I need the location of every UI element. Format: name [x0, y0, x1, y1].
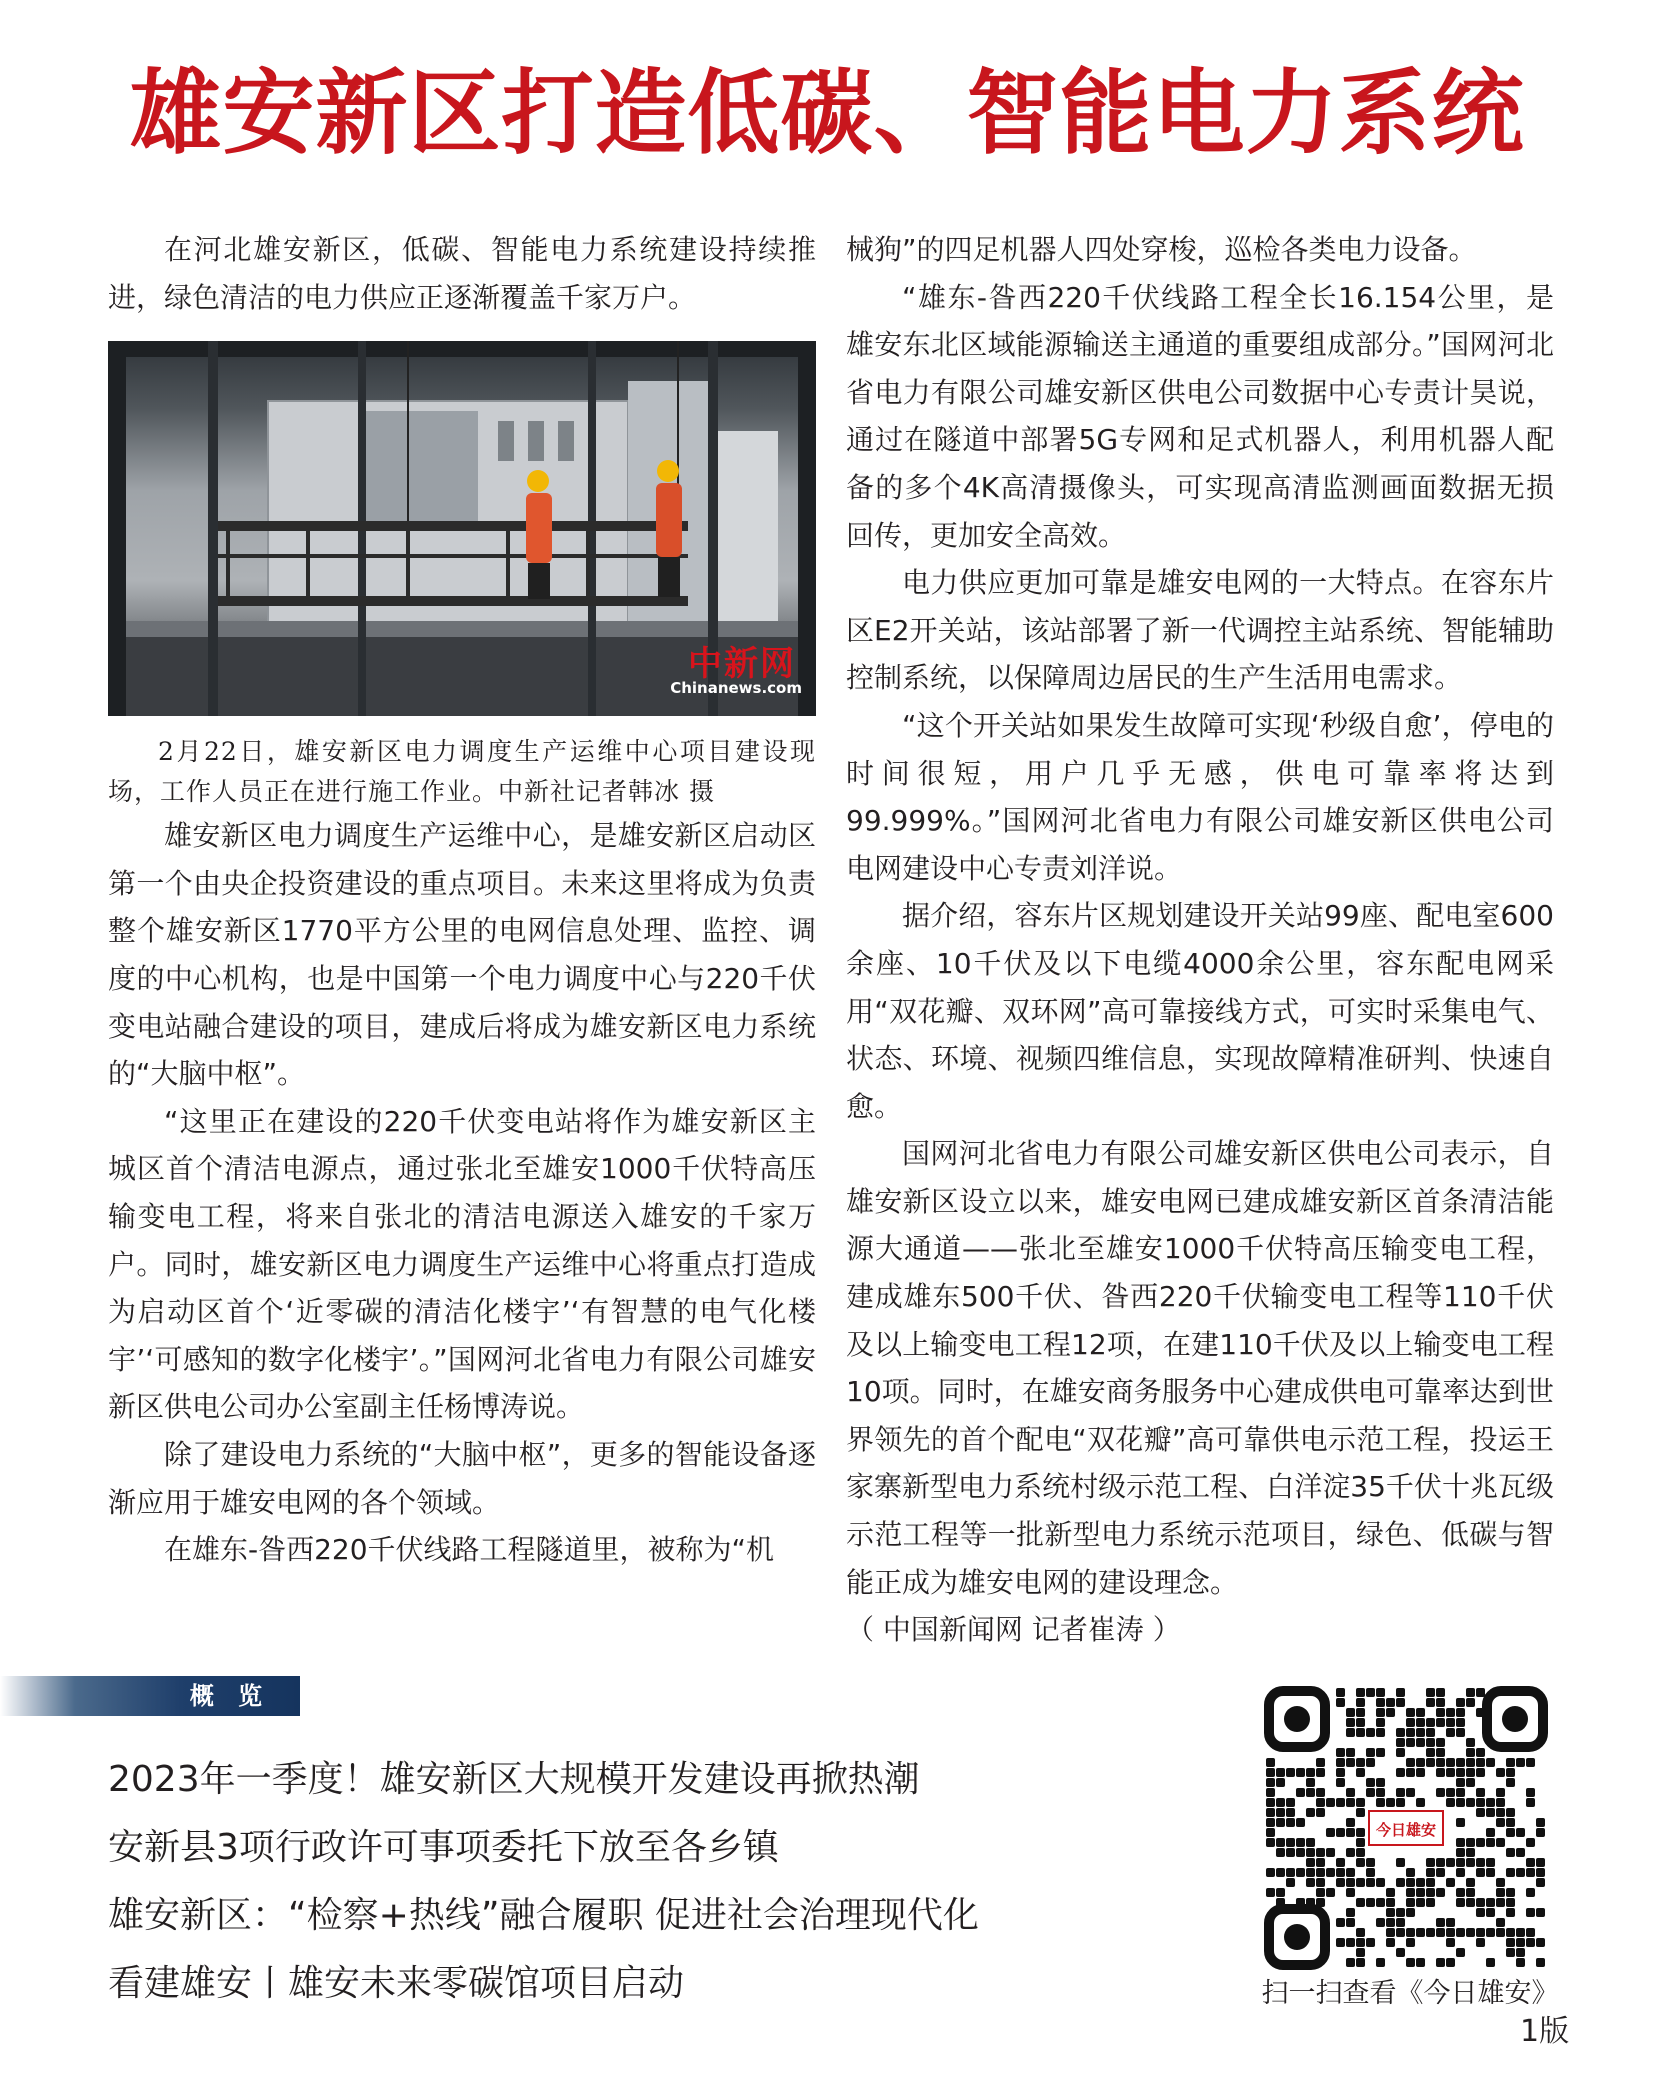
article-paragraph: “雄东-昝西220千伏线路工程全长16.154公里，是雄安东北区域能源输送主通道的重要组成部分。”国网河北省电力有限公司雄安新区供电公司数据中心专责计昊说，通过在隧道中部署5G专网和足式机器人，利用机器人配备的多个4K高清摄像头，可实现高清监测画面数据无损回传，更加安全高效。: [846, 280, 1554, 552]
article-paragraph: 雄安新区电力调度生产运维中心，是雄安新区启动区第一个由央企投资建设的重点项目。未来这里将成为负责整个雄安新区1770平方公里的电网信息处理、监控、调度的中心机构，也是中国第一个电力调度中心与220千伏变电站融合建设的项目，建成后将成为雄安新区电力系统的“大脑中枢”。: [108, 819, 816, 1091]
article-paragraph: 据介绍，容东片区规划建设开关站99座、配电室600余座、10千伏及以下电缆4000余公里，容东配电网采用“双花瓣、双环网”高可靠接线方式，可实时采集电气、状态、环境、视频四维信息，实现故障精准研判、快速自愈。: [846, 899, 1554, 1123]
article-paragraph: 电力供应更加可靠是雄安电网的一大特点。在容东片区E2开关站，该站部署了新一代调控主站系统、智能辅助控制系统，以保障周边居民的生产生活用电需求。: [846, 566, 1554, 695]
article-paragraph: 除了建设电力系统的“大脑中枢”，更多的智能设备逐渐应用于雄安电网的各个领域。: [108, 1437, 816, 1519]
qr-caption: 扫一扫查看《今日雄安》: [1261, 1978, 1559, 2009]
article-column-left: [108, 226, 816, 1574]
article-paragraph: 国网河北省电力有限公司雄安新区供电公司表示，自雄安新区设立以来，雄安电网已建成雄安新区首条清洁能源大通道——张北至雄安1000千伏特高压输变电工程，建成雄东500千伏、昝西220千伏输变电工程等110千伏及以上输变电工程12项，在建110千伏及以上输变电工程10项。同时，在雄安商务服务中心建成供电可靠率达到世界领先的首个配电“双花瓣”高可靠供电示范工程，投运王家寨新型电力系统村级示范工程、白洋淀35千伏十兆瓦级示范工程等一批新型电力系统示范项目，绿色、低碳与智能正成为雄安电网的建设理念。: [846, 1137, 1554, 1599]
article-paragraph: “这个开关站如果发生故障可实现‘秒级自愈’，停电的时间很短，用户几乎无感，供电可靠率将达到99.999%。”国网河北省电力有限公司雄安新区供电公司电网建设中心专责刘洋说。: [846, 708, 1554, 885]
article-photo: [108, 341, 816, 716]
article-paragraph: 在雄东-昝西220千伏线路工程隧道里，被称为“机: [164, 1533, 775, 1567]
article-paragraph-continued: 械狗”的四足机器人四处穿梭，巡检各类电力设备。: [846, 233, 1477, 266]
watermark-site: Chinanews.com: [670, 678, 802, 697]
overview-link-4[interactable]: 看建雄安丨雄安未来零碳馆项目启动: [108, 1963, 685, 2004]
overview-link-1[interactable]: 2023年一季度！雄安新区大规模开发建设再掀热潮: [108, 1759, 920, 1800]
overview-link-2[interactable]: 安新县3项行政许可事项委托下放至各乡镇: [108, 1827, 779, 1868]
article-byline: （ 中国新闻网 记者崔涛 ）: [846, 1613, 1181, 1647]
overview-bar: [0, 1676, 300, 1716]
overview-label: 概 览: [189, 1682, 271, 1710]
qr-code-icon: [1264, 1686, 1548, 1970]
qr-center-label: 今日雄安: [1375, 1821, 1437, 1839]
article-paragraph: “这里正在建设的220千伏变电站将作为雄安新区主城区首个清洁电源点，通过张北至雄安1000千伏特高压输变电工程，将来自张北的清洁电源送入雄安的千家万户。同时，雄安新区电力调度生产运维中心将重点打造成为启动区首个‘近零碳的清洁化楼宇’‘有智慧的电气化楼宇’‘可感知的数字化楼宇’。”国网河北省电力有限公司雄安新区供电公司办公室副主任杨博涛说。: [108, 1104, 816, 1424]
qr-code[interactable]: [1264, 1686, 1548, 1970]
article-column-right: [846, 226, 1554, 1654]
article-paragraph: 在河北雄安新区，低碳、智能电力系统建设持续推进，绿色清洁的电力供应正逐渐覆盖千家万户。: [108, 233, 816, 314]
watermark-logo: 中新网: [688, 643, 796, 684]
page-number: 1版: [1520, 2014, 1570, 2049]
headline: 雄安新区打造低碳、智能电力系统: [129, 59, 1525, 167]
photo-caption: 2月22日，雄安新区电力调度生产运维中心项目建设现场，工作人员正在进行施工作业。中新社记者韩冰 摄: [108, 737, 816, 807]
overview-link-3[interactable]: 雄安新区：“检察+热线”融合履职 促进社会治理现代化: [108, 1895, 979, 1936]
